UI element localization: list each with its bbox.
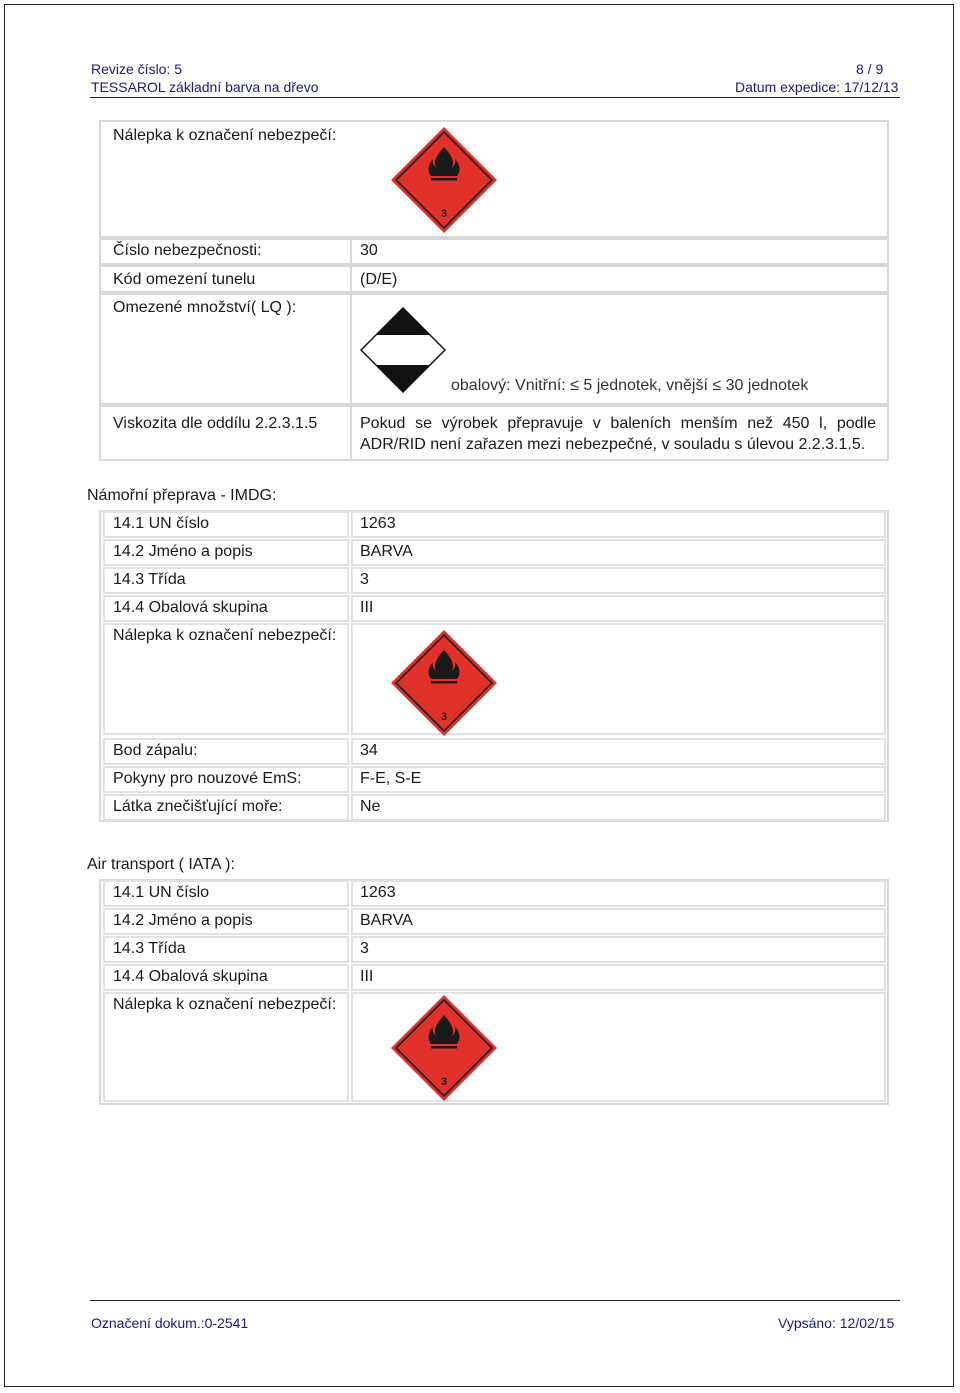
imdg-un-number-label: 14.1 UN číslo [113, 515, 210, 532]
iata-row-value-cell [351, 908, 886, 935]
svg-text:3: 3 [440, 711, 448, 723]
imdg-name-value: BARVA [360, 543, 413, 560]
imdg-class-value: 3 [360, 571, 369, 588]
imdg-hazard-label-text: Nálepka k označení nebezpečí: [113, 627, 337, 644]
product-name: TESSAROL základní barva na dřevo [91, 79, 319, 95]
imdg-un-number-value: 1263 [360, 515, 396, 532]
flammable-liquid-placard [389, 125, 499, 240]
issue-date: Datum expedice: 17/12/13 [735, 79, 899, 95]
limited-quantity-label: Omezené množství( LQ ): [113, 299, 297, 316]
page-number: 8 / 9 [856, 61, 884, 77]
iata-packing-group-label: 14.4 Obalová skupina [113, 968, 268, 985]
iata-class-label: 14.3 Třída [113, 940, 186, 957]
header-divider [90, 97, 900, 98]
iata-hazard-label-text: Nálepka k označení nebezpečí: [113, 996, 337, 1013]
imdg-packing-group-value: III [360, 599, 374, 616]
imdg-row-value-cell [351, 766, 886, 793]
hazard-label-text: Nálepka k označení nebezpečí: [113, 127, 337, 144]
iata-name-value: BARVA [360, 912, 413, 929]
tunnel-code-label: Kód omezení tunelu [113, 271, 256, 288]
marine-pollutant-label: Látka znečišťující moře: [113, 798, 283, 815]
imdg-packing-group-label: 14.4 Obalová skupina [113, 599, 268, 616]
viscosity-label: Viskozita dle oddílu 2.2.3.1.5 [113, 415, 318, 432]
ems-value: F-E, S-E [360, 770, 422, 787]
viscosity-line-1: Pokud se výrobek přepravuje v baleních menším než 450 l, podle [360, 415, 876, 432]
ems-label: Pokyny pro nouzové EmS: [113, 770, 302, 787]
flash-point-label: Bod zápalu: [113, 742, 198, 759]
imdg-row-value-cell [351, 511, 886, 538]
revision-number: Revize číslo: 5 [91, 61, 183, 77]
written-date: Vypsáno: 12/02/15 [778, 1315, 895, 1331]
document-id: Označení dokum.:0-2541 [91, 1315, 249, 1331]
iata-class-value: 3 [360, 940, 369, 957]
svg-text:3: 3 [440, 1076, 448, 1088]
tunnel-code-value-cell [350, 265, 889, 293]
marine-pollutant-value: Ne [360, 798, 381, 815]
imdg-flammable-liquid-placard [389, 628, 499, 743]
imdg-row-value-cell [351, 567, 886, 594]
imdg-row-value-cell [351, 794, 886, 821]
svg-text:3: 3 [440, 208, 448, 220]
imdg-name-label: 14.2 Jméno a popis [113, 543, 253, 560]
footer-divider [90, 1300, 900, 1301]
limited-quantity-text: obalový: Vnitřní: ≤ 5 jednotek, vnější ≤ 30 jednotek [451, 377, 809, 394]
tunnel-code-value: (D/E) [360, 271, 398, 288]
limited-quantity-mark [360, 307, 446, 398]
hazard-number-value-cell [350, 238, 889, 265]
iata-un-number-label: 14.1 UN číslo [113, 884, 210, 901]
iata-flammable-liquid-placard [389, 993, 499, 1108]
iata-packing-group-value: III [360, 968, 374, 985]
iata-row-value-cell [351, 964, 886, 991]
iata-row-value-cell [351, 880, 886, 907]
imdg-row-value-cell [351, 595, 886, 622]
iata-name-label: 14.2 Jméno a popis [113, 912, 253, 929]
hazard-number-value: 30 [360, 242, 378, 259]
imdg-row-value-cell [351, 539, 886, 566]
imdg-class-label: 14.3 Třída [113, 571, 186, 588]
hazard-number-label: Číslo nebezpečnosti: [113, 242, 262, 259]
iata-un-number-value: 1263 [360, 884, 396, 901]
iata-title: Air transport ( IATA ): [87, 856, 235, 873]
viscosity-line-2: ADR/RID není zařazen mezi nebezpečné, v souladu s úlevou 2.2.3.1.5. [360, 436, 866, 453]
flash-point-value: 34 [360, 742, 378, 759]
imdg-title: Námořní přeprava - IMDG: [87, 487, 277, 504]
iata-row-value-cell [351, 936, 886, 963]
